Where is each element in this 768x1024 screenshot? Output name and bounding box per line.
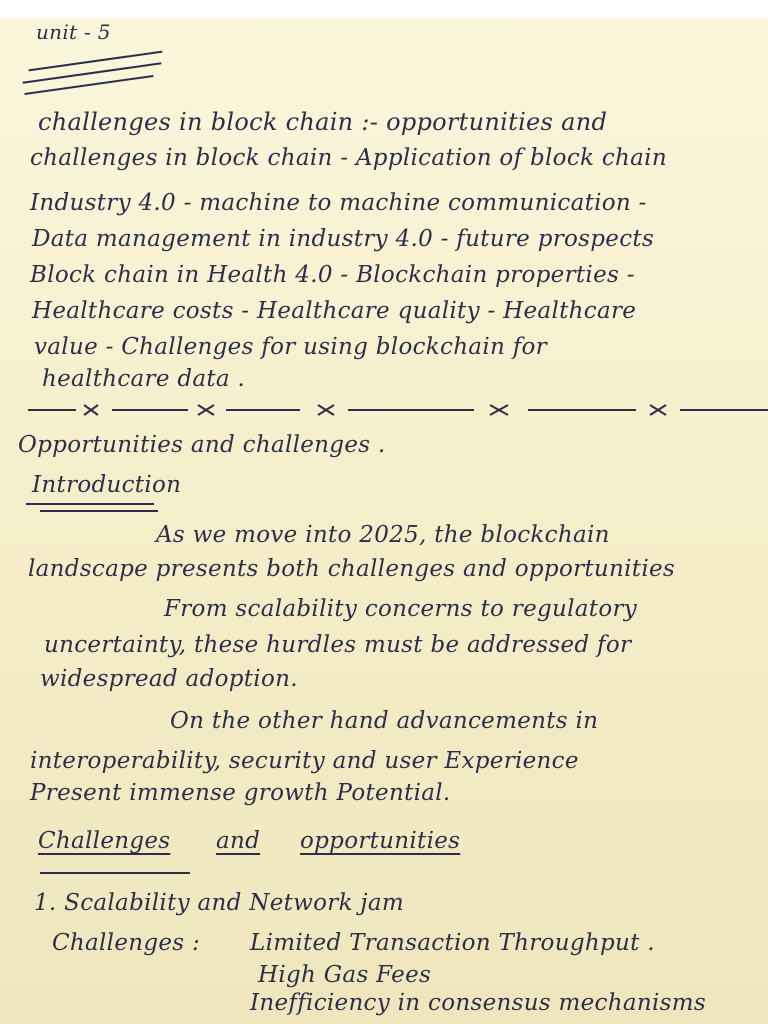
syllabus-line-1: challenges in block chain :- opportunities and: [38, 108, 608, 136]
intro-line-1: As we move into 2025, the blockchain: [156, 522, 610, 548]
syllabus-line-4: Data management in industry 4.0 - future prospects: [32, 226, 655, 252]
unit-underline-2: [23, 62, 162, 83]
intro-line-8: Present immense growth Potential.: [30, 780, 451, 806]
introduction-underline-1: [26, 503, 154, 505]
challenges-heading-part1: Challenges: [38, 828, 171, 854]
intro-line-4: uncertainty, these hurdles must be addressed for: [44, 632, 632, 658]
point-1-item-1: Limited Transaction Throughput .: [250, 930, 655, 956]
intro-line-3: From scalability concerns to regulatory: [164, 596, 638, 622]
intro-line-5: widespread adoption.: [40, 666, 298, 692]
intro-line-7: interoperability, security and user Experience: [30, 748, 579, 774]
point-1-challenges-label: Challenges :: [52, 930, 201, 956]
challenges-heading-part2: and: [216, 828, 261, 854]
challenges-heading-part3: opportunities: [300, 828, 461, 854]
section-title: Opportunities and challenges .: [18, 432, 386, 458]
intro-line-2: landscape presents both challenges and opportunities: [28, 556, 676, 582]
syllabus-line-8: healthcare data .: [42, 366, 246, 392]
challenges-heading-double-underline: [40, 872, 190, 874]
syllabus-line-5: Block chain in Health 4.0 - Blockchain properties -: [30, 262, 635, 288]
syllabus-line-6: Healthcare costs - Healthcare quality - Healthcare: [32, 298, 637, 324]
syllabus-line-7: value - Challenges for using blockchain for: [34, 334, 547, 360]
point-1-item-2: High Gas Fees: [258, 962, 432, 988]
introduction-underline-2: [40, 510, 158, 512]
page-top-margin: [0, 0, 768, 18]
intro-line-6: On the other hand advancements in: [170, 708, 599, 734]
point-1-item-3: Inefficiency in consensus mechanisms: [250, 990, 706, 1016]
unit-underline-1: [29, 51, 163, 72]
syllabus-line-3: Industry 4.0 - machine to machine communication -: [30, 190, 647, 216]
introduction-heading: Introduction: [32, 472, 182, 498]
unit-title: unit - 5: [36, 20, 111, 44]
point-1-title: 1. Scalability and Network jam: [34, 890, 404, 916]
section-separator: [28, 402, 768, 418]
syllabus-line-2: challenges in block chain - Application of block chain: [30, 145, 667, 171]
